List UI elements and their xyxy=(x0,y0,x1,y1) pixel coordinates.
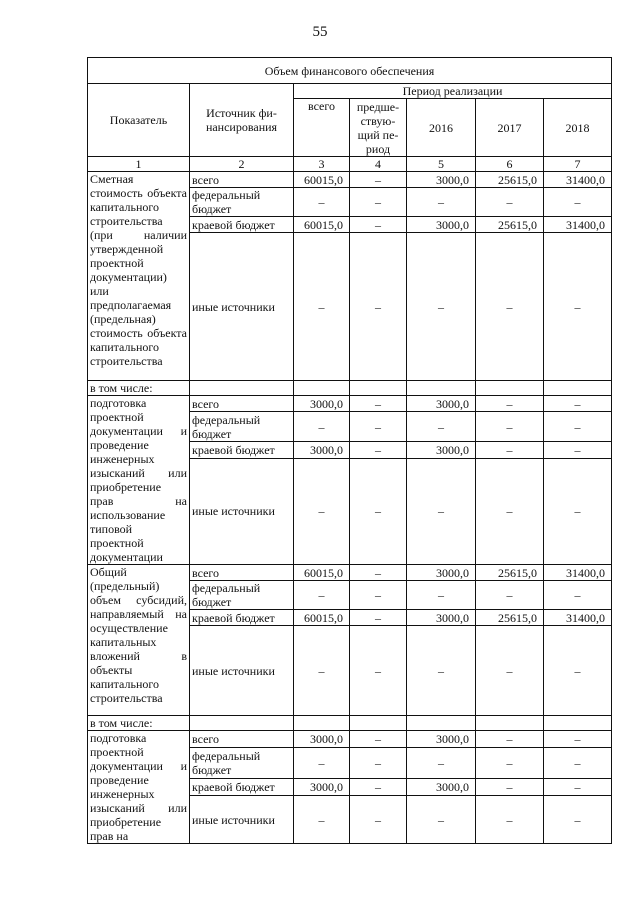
value-cell: – xyxy=(544,412,612,442)
value-cell: 3000,0 xyxy=(407,565,476,581)
source-cell: всего xyxy=(190,565,294,581)
value-cell: – xyxy=(350,731,407,748)
source-cell: федеральный бюджет xyxy=(190,412,294,442)
value-cell: 3000,0 xyxy=(407,610,476,626)
value-cell: 31400,0 xyxy=(544,610,612,626)
value-cell: – xyxy=(350,172,407,188)
value-cell: – xyxy=(294,233,350,381)
including-label: в том числе: xyxy=(88,381,190,396)
value-cell: – xyxy=(544,626,612,716)
source-cell: федеральный бюджет xyxy=(190,581,294,610)
value-cell: – xyxy=(350,748,407,779)
value-cell: – xyxy=(544,778,612,795)
value-cell: – xyxy=(476,748,544,779)
value-cell: – xyxy=(294,796,350,844)
table-title: Объем финансового обеспечения xyxy=(88,58,612,84)
column-number: 6 xyxy=(476,157,544,172)
header-source: Источник фи- нансирования xyxy=(190,84,294,157)
value-cell: 31400,0 xyxy=(544,565,612,581)
source-cell: краевой бюджет xyxy=(190,442,294,458)
value-cell: – xyxy=(350,778,407,795)
value-cell: 25615,0 xyxy=(476,172,544,188)
value-cell: – xyxy=(544,442,612,458)
value-cell: – xyxy=(350,565,407,581)
table-row xyxy=(88,396,612,412)
page-number: 55 xyxy=(312,24,328,40)
value-cell: – xyxy=(407,188,476,217)
value-cell: – xyxy=(544,731,612,748)
value-cell: – xyxy=(544,188,612,217)
value-cell: 25615,0 xyxy=(476,565,544,581)
value-cell: – xyxy=(476,796,544,844)
value-cell: – xyxy=(407,412,476,442)
value-cell: – xyxy=(294,748,350,779)
source-cell: иные источники xyxy=(190,233,294,381)
source-cell: иные источники xyxy=(190,796,294,844)
column-number: 2 xyxy=(190,157,294,172)
value-cell: 3000,0 xyxy=(407,778,476,795)
value-cell: – xyxy=(476,188,544,217)
value-cell: 3000,0 xyxy=(407,442,476,458)
value-cell: – xyxy=(294,626,350,716)
header-period: Период реализации xyxy=(294,84,612,99)
indicator-cell: подготовка проектной документации и проведение инженерных изысканий или приобретение прав на xyxy=(88,731,190,844)
value-cell: – xyxy=(350,188,407,217)
value-cell: – xyxy=(407,626,476,716)
value-cell: 3000,0 xyxy=(294,442,350,458)
value-cell: 3000,0 xyxy=(407,731,476,748)
source-cell: краевой бюджет xyxy=(190,610,294,626)
table-row xyxy=(88,172,612,188)
source-cell: всего xyxy=(190,172,294,188)
value-cell: – xyxy=(350,412,407,442)
value-cell: – xyxy=(350,233,407,381)
column-number: 5 xyxy=(407,157,476,172)
value-cell: 25615,0 xyxy=(476,217,544,233)
column-number: 3 xyxy=(294,157,350,172)
empty-cell xyxy=(544,716,612,731)
value-cell: – xyxy=(544,458,612,564)
value-cell: 60015,0 xyxy=(294,610,350,626)
financing-table xyxy=(87,57,612,844)
empty-cell xyxy=(190,716,294,731)
value-cell: – xyxy=(407,748,476,779)
value-cell: – xyxy=(350,626,407,716)
value-cell: – xyxy=(476,731,544,748)
empty-cell xyxy=(350,381,407,396)
source-cell: федеральный бюджет xyxy=(190,188,294,217)
value-cell: – xyxy=(294,581,350,610)
value-cell: – xyxy=(476,396,544,412)
value-cell: – xyxy=(350,458,407,564)
empty-cell xyxy=(476,716,544,731)
value-cell: – xyxy=(350,796,407,844)
source-cell: федеральный бюджет xyxy=(190,748,294,779)
value-cell: 60015,0 xyxy=(294,565,350,581)
value-cell: – xyxy=(294,188,350,217)
empty-cell xyxy=(407,716,476,731)
value-cell: – xyxy=(476,412,544,442)
value-cell: – xyxy=(407,581,476,610)
empty-cell xyxy=(294,716,350,731)
empty-cell xyxy=(350,716,407,731)
value-cell: – xyxy=(350,610,407,626)
source-cell: краевой бюджет xyxy=(190,778,294,795)
value-cell: – xyxy=(407,233,476,381)
empty-cell xyxy=(190,381,294,396)
source-cell: краевой бюджет xyxy=(190,217,294,233)
column-number: 4 xyxy=(350,157,407,172)
value-cell: – xyxy=(407,458,476,564)
table-row xyxy=(88,731,612,748)
value-cell: 31400,0 xyxy=(544,172,612,188)
source-cell: иные источники xyxy=(190,458,294,564)
value-cell: 25615,0 xyxy=(476,610,544,626)
value-cell: – xyxy=(544,796,612,844)
value-cell: 3000,0 xyxy=(407,217,476,233)
source-cell: всего xyxy=(190,731,294,748)
value-cell: 3000,0 xyxy=(407,396,476,412)
value-cell: – xyxy=(407,796,476,844)
column-number: 7 xyxy=(544,157,612,172)
table-row xyxy=(88,565,612,581)
value-cell: – xyxy=(476,233,544,381)
value-cell: – xyxy=(476,458,544,564)
empty-cell xyxy=(294,381,350,396)
column-number: 1 xyxy=(88,157,190,172)
value-cell: 3000,0 xyxy=(294,731,350,748)
value-cell: 31400,0 xyxy=(544,217,612,233)
column-numbers-row xyxy=(88,157,612,172)
value-cell: – xyxy=(476,442,544,458)
value-cell: – xyxy=(544,748,612,779)
value-cell: – xyxy=(544,396,612,412)
value-cell: – xyxy=(350,217,407,233)
value-cell: – xyxy=(350,442,407,458)
value-cell: 60015,0 xyxy=(294,217,350,233)
value-cell: – xyxy=(544,233,612,381)
source-cell: всего xyxy=(190,396,294,412)
header-total: всего xyxy=(294,99,350,157)
value-cell: 60015,0 xyxy=(294,172,350,188)
indicator-cell: подготовка проектной документации и проведение инженерных изысканий или приобретение прав на использование типовой проектной документации xyxy=(88,396,190,565)
header-year-2017: 2017 xyxy=(476,99,544,157)
value-cell: – xyxy=(350,396,407,412)
empty-cell xyxy=(544,381,612,396)
header-year-2016: 2016 xyxy=(407,99,476,157)
source-cell: иные источники xyxy=(190,626,294,716)
value-cell: – xyxy=(294,412,350,442)
value-cell: – xyxy=(294,458,350,564)
value-cell: – xyxy=(476,581,544,610)
table-row xyxy=(88,716,612,731)
value-cell: – xyxy=(350,581,407,610)
header-indicator: Показатель xyxy=(88,84,190,157)
indicator-cell: Сметная стоимость объекта капитального строительства (при наличии утвержденной проектной документации) или предполагаемая (предельная) стоимость объекта капитального строительства xyxy=(88,172,190,381)
empty-cell xyxy=(476,381,544,396)
header-year-2018: 2018 xyxy=(544,99,612,157)
value-cell: – xyxy=(544,581,612,610)
value-cell: 3000,0 xyxy=(294,396,350,412)
empty-cell xyxy=(407,381,476,396)
value-cell: – xyxy=(476,778,544,795)
header-previous-period: предше- ствую- щий пе- риод xyxy=(350,99,407,157)
value-cell: – xyxy=(476,626,544,716)
including-label: в том числе: xyxy=(88,716,190,731)
table-row xyxy=(88,381,612,396)
indicator-cell: Общий (предельный) объем субсидий, направляемый на осуществление капитальных вложений в объекты капитального строительства xyxy=(88,565,190,716)
value-cell: 3000,0 xyxy=(294,778,350,795)
value-cell: 3000,0 xyxy=(407,172,476,188)
